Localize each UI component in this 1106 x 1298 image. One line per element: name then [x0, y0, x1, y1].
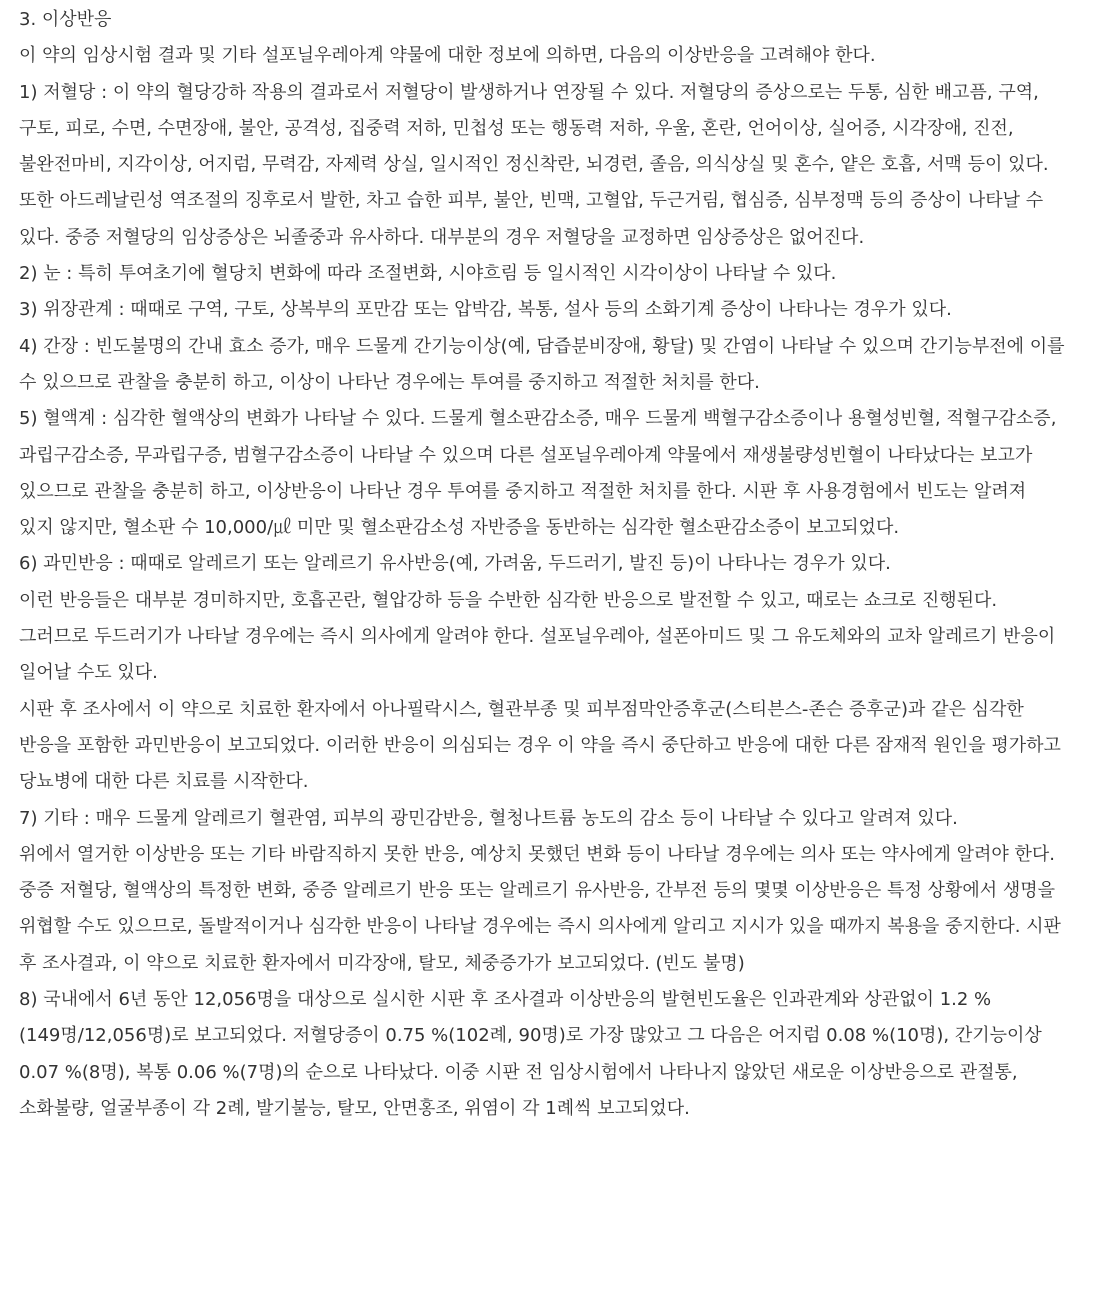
gastrointestinal-paragraph: 3) 위장관계 : 때때로 구역, 구토, 상복부의 포만감 또는 압박감, 복통, 설사 등의 소화기계 증상이 나타나는 경우가 있다.	[19, 299, 952, 321]
blood-paragraph: 5) 혈액계 : 심각한 혈액상의 변화가 나타날 수 있다. 드물게 혈소판감소증, 매우 드물게 백혈구감소증이나 용혈성빈혈, 적혈구감소증, 과립구감소증, 무과립구증, 범혈구감소증이 나타날 수 있으며 다른 설포닐우레아계 약물에서 재생불량성빈혈이 나타났다는 보고가 있으므로 관찰을 충분히 하고, 이상반응이 나타난 경우 투여를 중지하고 적절한 처치를 한다. 시판 후 사용경험에서 빈도는 알려져 있지 않지만, 혈소판 수 10,000/㎕ 미만 및 혈소판감소성 자반증을 동반하는 심각한 혈소판감소증이 보고되었다.	[19, 408, 1057, 539]
hypersensitivity-paragraph: 6) 과민반응 : 때때로 알레르기 또는 알레르기 유사반응(예, 가려움, 두드러기, 발진 등)이 나타나는 경우가 있다.	[19, 553, 891, 575]
postmarketing-hypersensitivity-paragraph: 시판 후 조사에서 이 약으로 치료한 환자에서 아나필락시스, 혈관부종 및 피부점막안증후군(스티븐스-존슨 증후군)과 같은 심각한 반응을 포함한 과민반응이 보고되었다. 이러한 반응이 의심되는 경우 이 약을 즉시 중단하고 반응에 대한 다른 잠재적 원인을 평가하고 당뇨병에 대한 다른 치료를 시작한다.	[19, 698, 1061, 793]
hypersensitivity-detail-paragraph: 이런 반응들은 대부분 경미하지만, 호흡곤란, 혈압강하 등을 수반한 심각한 반응으로 발전할 수 있고, 때로는 쇼크로 진행된다. 그러므로 두드러기가 나타날 경우에는 즉시 의사에게 알려야 한다. 설포닐우레아, 설폰아미드 및 그 유도체와의 교차 알레르기 반응이 일어날 수도 있다.	[19, 589, 1056, 684]
intro-paragraph: 이 약의 임상시험 결과 및 기타 설포닐우레아계 약물에 대한 정보에 의하면, 다음의 이상반응을 고려해야 한다.	[19, 45, 876, 67]
section-heading: 3. 이상반응	[19, 9, 112, 30]
liver-paragraph: 4) 간장 : 빈도불명의 간내 효소 증가, 매우 드물게 간기능이상(예, 담즙분비장애, 황달) 및 간염이 나타날 수 있으며 간기능부전에 이를 수 있으므로 관찰을 충분히 하고, 이상이 나타난 경우에는 투여를 중지하고 적절한 처치를 한다.	[19, 335, 1065, 393]
hypoglycemia-paragraph: 1) 저혈당 : 이 약의 혈당강하 작용의 결과로서 저혈당이 발생하거나 연장될 수 있다. 저혈당의 증상으로는 두통, 심한 배고픔, 구역, 구토, 피로, 수면, 수면장애, 불안, 공격성, 집중력 저하, 민첩성 또는 행동력 저하, 우울, 혼란, 언어이상, 실어증, 시각장애, 진전, 불완전마비, 지각이상, 어지럼, 무력감, 자제력 상실, 일시적인 정신착란, 뇌경련, 졸음, 의식상실 및 혼수, 얕은 호흡, 서맥 등이 있다. 또한 아드레날린성 역조절의 징후로서 발한, 차고 습한 피부, 불안, 빈맥, 고혈압, 두근거림, 협심증, 심부정맥 등의 증상이 나타날 수 있다. 중증 저혈당의 임상증상은 뇌졸중과 유사하다. 대부분의 경우 저혈당을 교정하면 임상증상은 없어진다.	[19, 81, 1049, 248]
domestic-survey-paragraph: 8) 국내에서 6년 동안 12,056명을 대상으로 실시한 시판 후 조사결과 이상반응의 발현빈도율은 인과관계와 상관없이 1.2 %(149명/12,056명)로 보고되었다. 저혈당증이 0.75 %(102례, 90명)로 가장 많았고 그 다음은 어지럼 0.08 %(10명), 간기능이상 0.07 %(8명), 복통 0.06 %(7명)의 순으로 나타났다. 이중 시판 전 임상시험에서 나타나지 않았던 새로운 이상반응으로 관절통, 소화불량, 얼굴부종이 각 2례, 발기불능, 탈모, 안면홍조, 위염이 각 1례씩 보고되었다.	[19, 989, 1042, 1119]
eye-paragraph: 2) 눈 : 특히 투여초기에 혈당치 변화에 따라 조절변화, 시야흐림 등 일시적인 시각이상이 나타날 수 있다.	[19, 263, 837, 285]
other-paragraph: 7) 기타 : 매우 드물게 알레르기 혈관염, 피부의 광민감반응, 혈청나트륨 농도의 감소 등이 나타날 수 있다고 알려져 있다.	[19, 807, 958, 829]
warning-paragraph: 위에서 열거한 이상반응 또는 기타 바람직하지 못한 반응, 예상치 못했던 변화 등이 나타날 경우에는 의사 또는 약사에게 알려야 한다. 중증 저혈당, 혈액상의 특정한 변화, 중증 알레르기 반응 또는 알레르기 유사반응, 간부전 등의 몇몇 이상반응은 특정 상황에서 생명을 위협할 수도 있으므로, 돌발적이거나 심각한 반응이 나타날 경우에는 즉시 의사에게 알리고 지시가 있을 때까지 복용을 중지한다. 시판 후 조사결과, 이 약으로 치료한 환자에서 미각장애, 탈모, 체중증가가 보고되었다. (빈도 불명)	[19, 843, 1061, 974]
